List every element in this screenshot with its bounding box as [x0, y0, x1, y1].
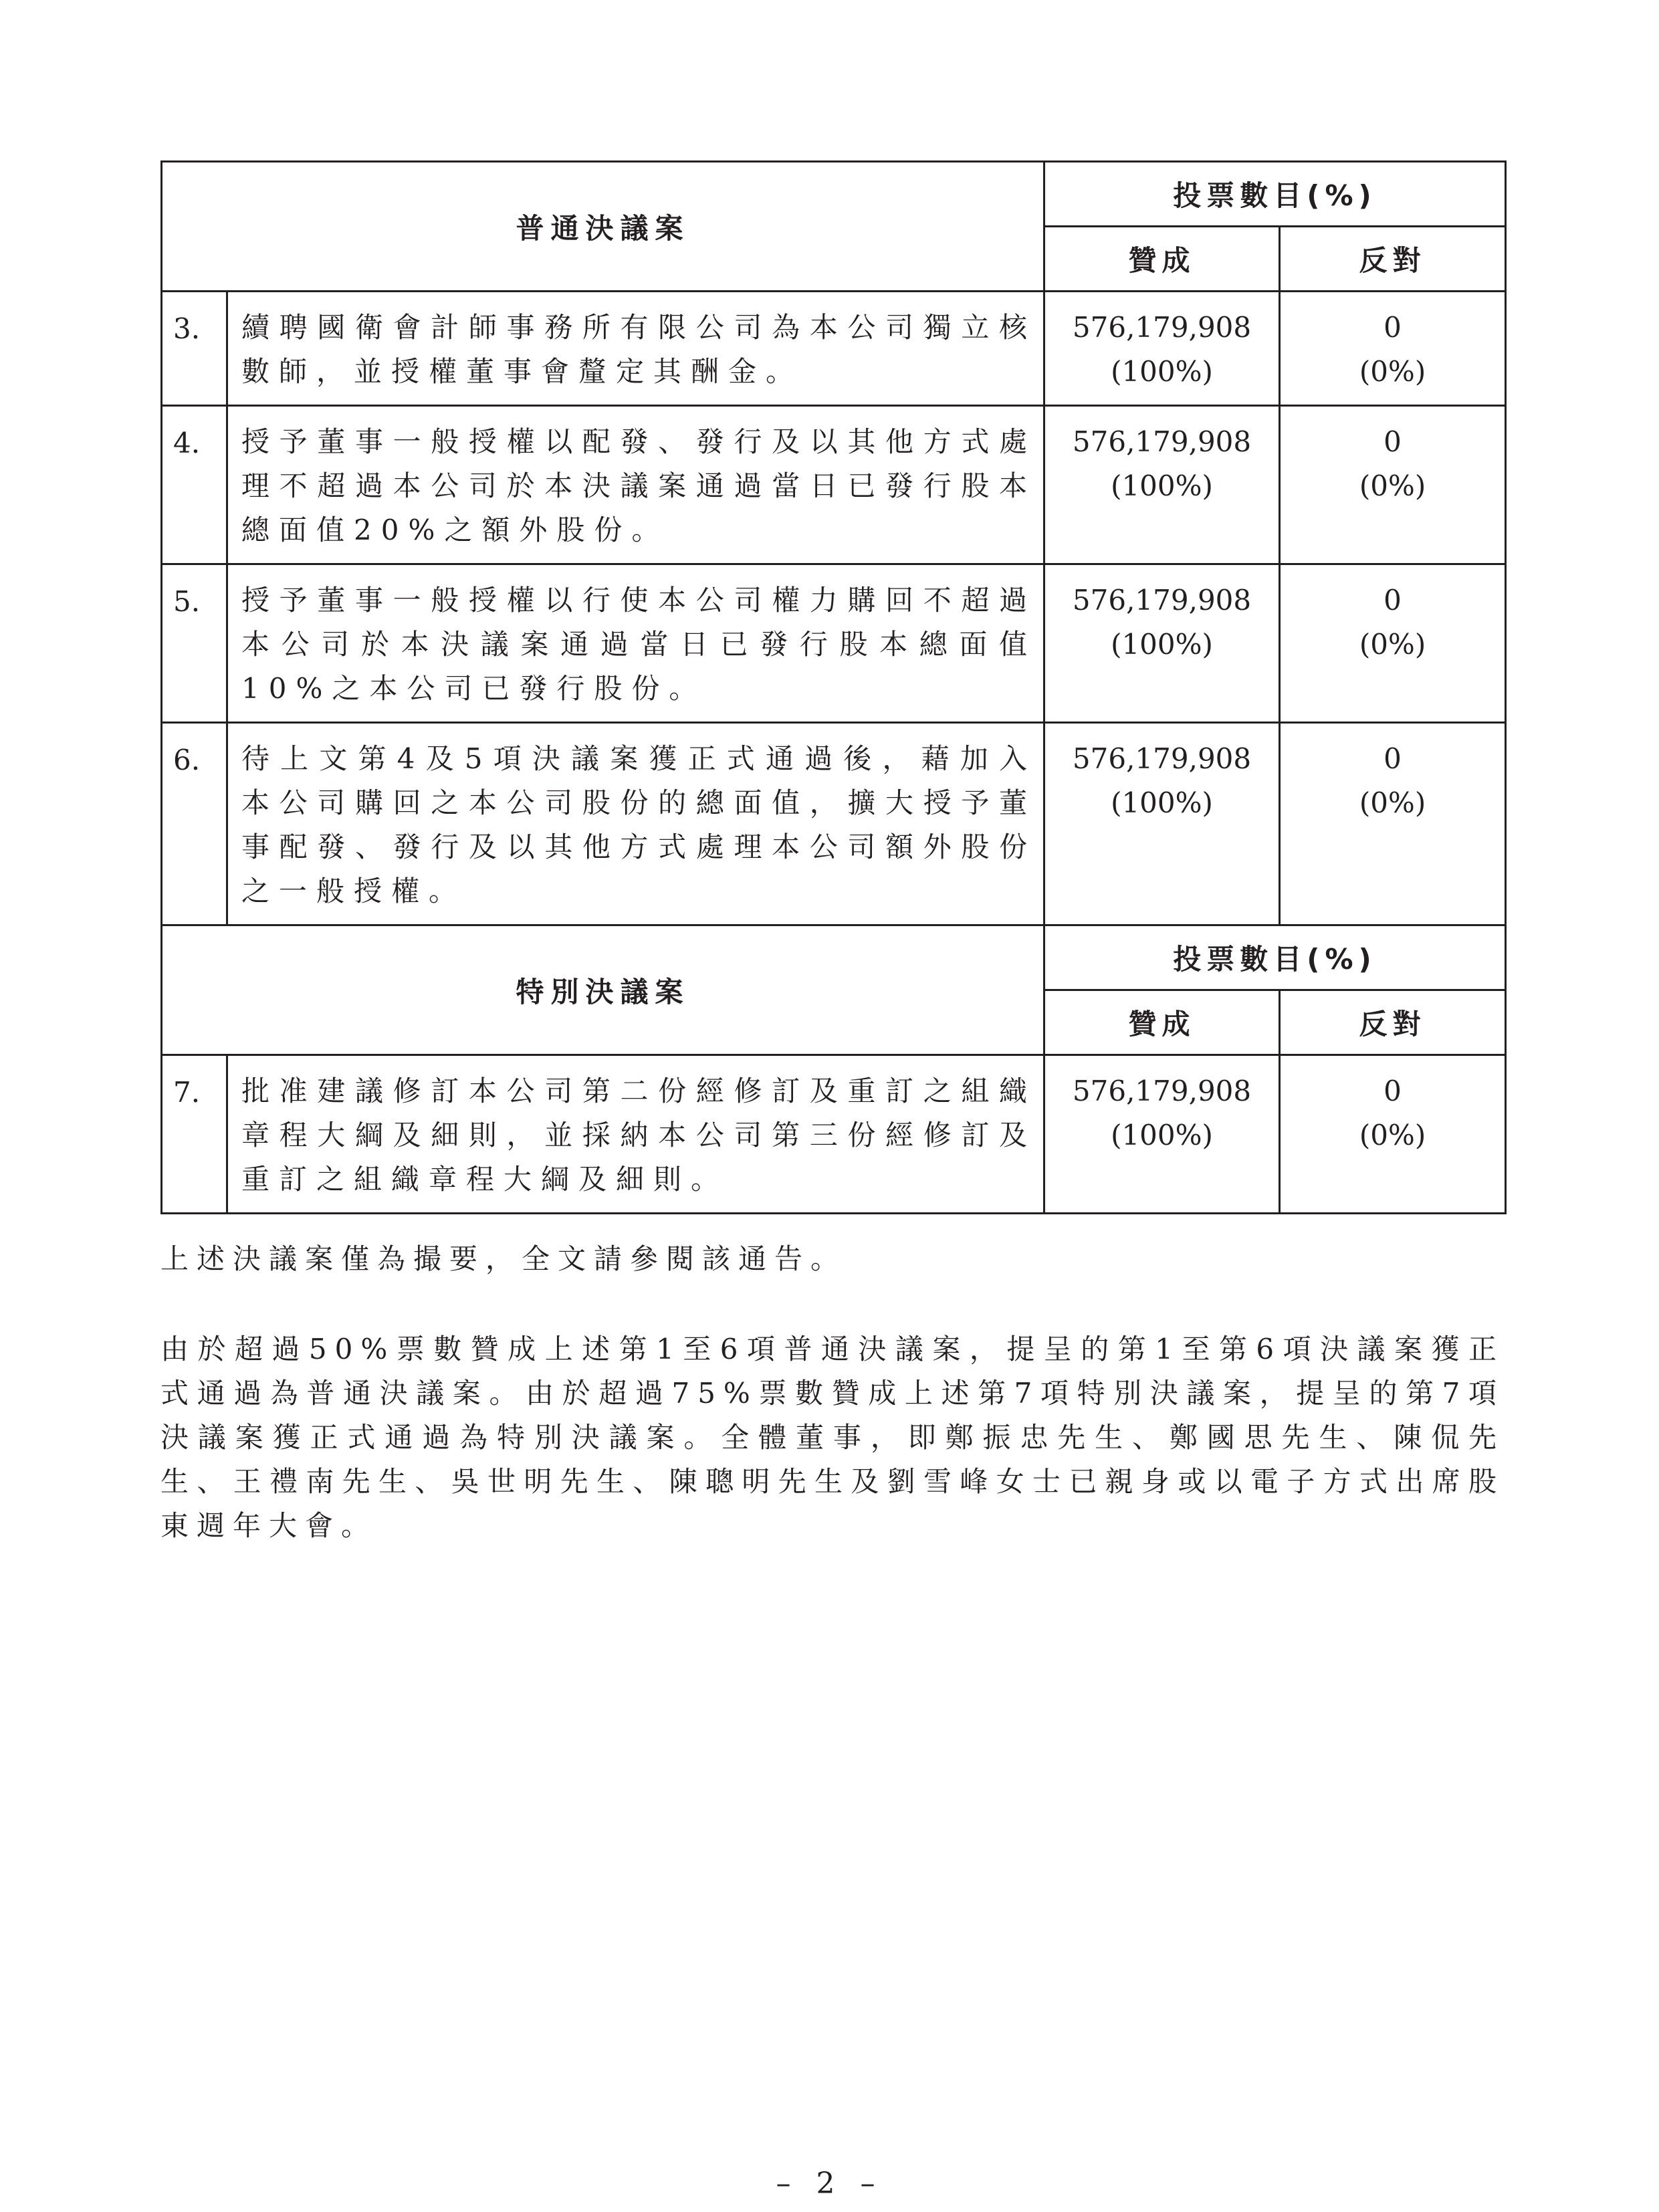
votes-against	[1280, 406, 1506, 564]
votes-for	[1044, 723, 1280, 925]
votes-for-percent: (100%)	[1111, 786, 1213, 819]
votes-for-percent: (100%)	[1111, 469, 1213, 502]
special-resolutions-title: 特別決議案	[162, 925, 1044, 1055]
votes-against-count: 0	[1384, 584, 1402, 617]
resolution-description: 授予董事一般授權以行使本公司權力購回不超過本公司於本決議案通過當日已發行股本總面值10%之本公司已發行股份。	[227, 564, 1044, 723]
votes-for-count: 576,179,908	[1072, 425, 1252, 458]
resolution-row-6	[162, 723, 1506, 925]
votes-for	[1044, 564, 1280, 723]
votes-against	[1280, 1055, 1506, 1214]
special-votes-header: 投票數目(%)	[1044, 925, 1506, 990]
resolution-row-4	[162, 406, 1506, 564]
votes-against-percent: (0%)	[1359, 469, 1426, 502]
voting-results-table	[160, 160, 1507, 1214]
page-number: – 2 –	[776, 2167, 883, 2201]
special-for-header: 贊成	[1044, 990, 1280, 1055]
ordinary-against-header: 反對	[1280, 227, 1506, 292]
votes-against-count: 0	[1384, 1075, 1402, 1107]
resolution-number: 3.	[162, 292, 227, 406]
resolution-row-5	[162, 564, 1506, 723]
votes-against-percent: (0%)	[1359, 786, 1426, 819]
votes-against-percent: (0%)	[1359, 1119, 1426, 1151]
votes-for-count: 576,179,908	[1072, 1075, 1252, 1107]
votes-against-count: 0	[1384, 425, 1402, 458]
special-against-header: 反對	[1280, 990, 1506, 1055]
resolution-number: 5.	[162, 564, 227, 723]
votes-against-count: 0	[1384, 311, 1402, 344]
votes-for	[1044, 1055, 1280, 1214]
votes-for-percent: (100%)	[1111, 355, 1213, 388]
resolution-description: 待上文第4及5項決議案獲正式通過後，藉加入本公司購回之本公司股份的總面值，擴大授予董事配發、發行及以其他方式處理本公司額外股份之一般授權。	[227, 723, 1044, 925]
resolution-number: 6.	[162, 723, 227, 925]
votes-for-count: 576,179,908	[1072, 311, 1252, 344]
votes-against	[1280, 723, 1506, 925]
votes-against	[1280, 564, 1506, 723]
special-header-row	[162, 925, 1506, 990]
votes-against-count: 0	[1384, 742, 1402, 775]
ordinary-votes-header: 投票數目(%)	[1044, 162, 1506, 227]
resolution-number: 4.	[162, 406, 227, 564]
votes-for-count: 576,179,908	[1072, 742, 1252, 775]
votes-for-count: 576,179,908	[1072, 584, 1252, 617]
ordinary-header-row	[162, 162, 1506, 227]
votes-against-percent: (0%)	[1359, 628, 1426, 661]
resolution-description: 批准建議修訂本公司第二份經修訂及重訂之組織章程大綱及細則，並採納本公司第三份經修訂及重訂之組織章程大綱及細則。	[227, 1055, 1044, 1214]
votes-against-percent: (0%)	[1359, 355, 1426, 388]
resolution-number: 7.	[162, 1055, 227, 1214]
resolution-description: 續聘國衛會計師事務所有限公司為本公司獨立核數師，並授權董事會釐定其酬金。	[227, 292, 1044, 406]
ordinary-resolutions-title: 普通決議案	[162, 162, 1044, 292]
result-paragraph: 由於超過50%票數贊成上述第1至6項普通決議案，提呈的第1至第6項決議案獲正式通過為普通決議案。由於超過75%票數贊成上述第7項特別決議案，提呈的第7項決議案獲正式通過為特別決議案。全體董事，即鄭振忠先生、鄭國思先生、陳侃先生、王禮南先生、吳世明先生、陳聰明先生及劉雪峰女士已親身或以電子方式出席股東週年大會。	[160, 1333, 1505, 1542]
votes-for	[1044, 406, 1280, 564]
votes-against	[1280, 292, 1506, 406]
votes-for	[1044, 292, 1280, 406]
summary-paragraph: 上述決議案僅為撮要，全文請參閱該通告。	[160, 1242, 847, 1275]
resolution-row-3	[162, 292, 1506, 406]
ordinary-for-header: 贊成	[1044, 227, 1280, 292]
resolution-description: 授予董事一般授權以配發、發行及以其他方式處理不超過本公司於本決議案通過當日已發行股本總面值20%之額外股份。	[227, 406, 1044, 564]
votes-for-percent: (100%)	[1111, 628, 1213, 661]
resolution-row-7	[162, 1055, 1506, 1214]
votes-for-percent: (100%)	[1111, 1119, 1213, 1151]
